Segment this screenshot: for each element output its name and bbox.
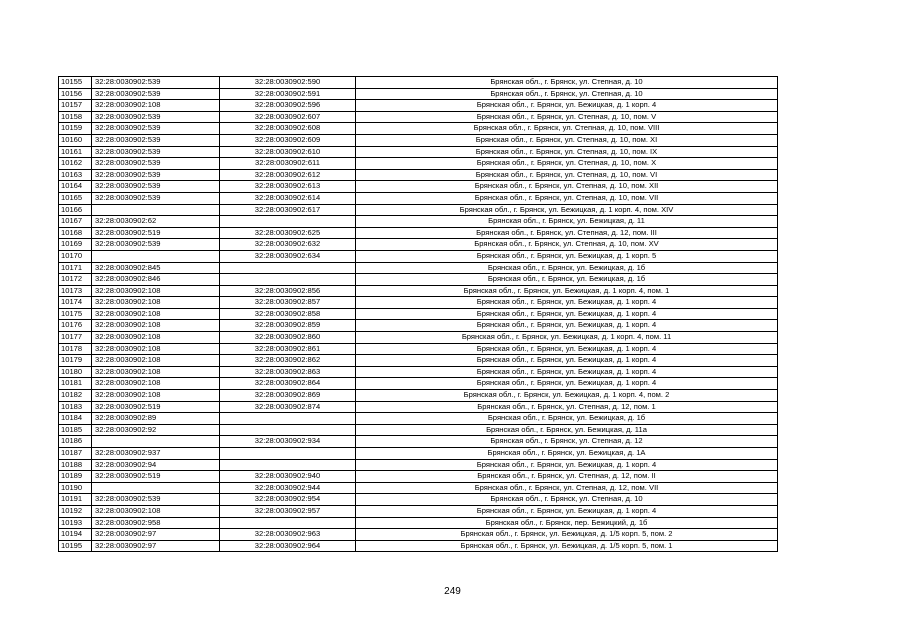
parent-cadastral-cell: 32:28:0030902:108 [92,332,220,344]
row-number-cell: 10186 [59,436,92,448]
table-row [59,169,778,181]
table-row [59,517,778,529]
table-row [59,459,778,471]
cadastral-number-cell: 32:28:0030902:617 [220,204,356,216]
table-row [59,250,778,262]
parent-cadastral-cell: 32:28:0030902:108 [92,308,220,320]
parent-cadastral-cell: 32:28:0030902:539 [92,146,220,158]
row-number-cell: 10183 [59,401,92,413]
table-row [59,181,778,193]
table-row [59,355,778,367]
parent-cadastral-cell: 32:28:0030902:539 [92,181,220,193]
cadastral-number-cell: 32:28:0030902:954 [220,494,356,506]
parent-cadastral-cell: 32:28:0030902:108 [92,390,220,402]
table-row [59,448,778,460]
cadastral-number-cell: 32:28:0030902:859 [220,320,356,332]
address-cell: Брянская обл., г. Брянск, ул. Степная, д. 12 [356,436,778,448]
cadastral-table [58,76,778,552]
row-number-cell: 10181 [59,378,92,390]
cadastral-number-cell: 32:28:0030902:857 [220,297,356,309]
cadastral-number-cell [220,459,356,471]
table-row [59,297,778,309]
row-number-cell: 10195 [59,540,92,552]
cadastral-number-cell: 32:28:0030902:607 [220,111,356,123]
parent-cadastral-cell [92,436,220,448]
page-number: 249 [444,586,461,597]
table-row [59,111,778,123]
address-cell: Брянская обл., г. Брянск, ул. Бежицкая, д. 11а [356,424,778,436]
parent-cadastral-cell: 32:28:0030902:539 [92,88,220,100]
cadastral-number-cell: 32:28:0030902:944 [220,482,356,494]
row-number-cell: 10168 [59,227,92,239]
row-number-cell: 10191 [59,494,92,506]
parent-cadastral-cell: 32:28:0030902:108 [92,355,220,367]
parent-cadastral-cell: 32:28:0030902:89 [92,413,220,425]
cadastral-number-cell: 32:28:0030902:610 [220,146,356,158]
row-number-cell: 10180 [59,366,92,378]
cadastral-number-cell: 32:28:0030902:963 [220,529,356,541]
address-cell: Брянская обл., г. Брянск, ул. Бежицкая, д. 1 корп. 4 [356,378,778,390]
address-cell: Брянская обл., г. Брянск, ул. Бежицкая, д. 1 корп. 4, пом. 2 [356,390,778,402]
address-cell: Брянская обл., г. Брянск, ул. Степная, д. 10, пом. X [356,158,778,170]
row-number-cell: 10177 [59,332,92,344]
address-cell: Брянская обл., г. Брянск, пер. Бежицкий, д. 1б [356,517,778,529]
address-cell: Брянская обл., г. Брянск, ул. Бежицкая, д. 1 корп. 4 [356,100,778,112]
table-row [59,529,778,541]
row-number-cell: 10165 [59,192,92,204]
address-cell: Брянская обл., г. Брянск, ул. Бежицкая, д. 1 корп. 4 [356,459,778,471]
cadastral-number-cell: 32:28:0030902:612 [220,169,356,181]
table-row [59,239,778,251]
address-cell: Брянская обл., г. Брянск, ул. Бежицкая, д. 1 корп. 4 [356,343,778,355]
parent-cadastral-cell: 32:28:0030902:108 [92,320,220,332]
cadastral-number-cell: 32:28:0030902:625 [220,227,356,239]
table-row [59,378,778,390]
table-row [59,390,778,402]
row-number-cell: 10189 [59,471,92,483]
parent-cadastral-cell: 32:28:0030902:108 [92,285,220,297]
table-row [59,88,778,100]
row-number-cell: 10166 [59,204,92,216]
row-number-cell: 10160 [59,134,92,146]
address-cell: Брянская обл., г. Брянск, ул. Степная, д. 10, пом. XII [356,181,778,193]
address-cell: Брянская обл., г. Брянск, ул. Степная, д. 12, пом. II [356,471,778,483]
parent-cadastral-cell: 32:28:0030902:108 [92,505,220,517]
cadastral-number-cell: 32:28:0030902:874 [220,401,356,413]
table-row [59,158,778,170]
cadastral-number-cell: 32:28:0030902:869 [220,390,356,402]
cadastral-number-cell [220,216,356,228]
address-cell: Брянская обл., г. Брянск, ул. Степная, д. 10, пом. XV [356,239,778,251]
row-number-cell: 10170 [59,250,92,262]
address-cell: Брянская обл., г. Брянск, ул. Бежицкая, д. 1 корп. 4, пом. 11 [356,332,778,344]
table-row [59,123,778,135]
table-row [59,320,778,332]
cadastral-number-cell: 32:28:0030902:614 [220,192,356,204]
row-number-cell: 10164 [59,181,92,193]
row-number-cell: 10175 [59,308,92,320]
parent-cadastral-cell: 32:28:0030902:937 [92,448,220,460]
parent-cadastral-cell: 32:28:0030902:539 [92,239,220,251]
row-number-cell: 10158 [59,111,92,123]
cadastral-number-cell: 32:28:0030902:591 [220,88,356,100]
table-body [59,77,778,552]
cadastral-number-cell: 32:28:0030902:596 [220,100,356,112]
cadastral-number-cell: 32:28:0030902:632 [220,239,356,251]
parent-cadastral-cell: 32:28:0030902:92 [92,424,220,436]
row-number-cell: 10190 [59,482,92,494]
parent-cadastral-cell: 32:28:0030902:539 [92,77,220,89]
address-cell: Брянская обл., г. Брянск, ул. Степная, д. 10, пом. V [356,111,778,123]
cadastral-number-cell: 32:28:0030902:862 [220,355,356,367]
row-number-cell: 10193 [59,517,92,529]
cadastral-number-cell: 32:28:0030902:856 [220,285,356,297]
address-cell: Брянская обл., г. Брянск, ул. Степная, д. 10, пом. XI [356,134,778,146]
parent-cadastral-cell: 32:28:0030902:519 [92,227,220,239]
table-row [59,100,778,112]
row-number-cell: 10161 [59,146,92,158]
cadastral-number-cell: 32:28:0030902:634 [220,250,356,262]
parent-cadastral-cell: 32:28:0030902:97 [92,540,220,552]
table-row [59,308,778,320]
address-cell: Брянская обл., г. Брянск, ул. Бежицкая, д. 1б [356,274,778,286]
cadastral-number-cell [220,517,356,529]
row-number-cell: 10179 [59,355,92,367]
parent-cadastral-cell [92,250,220,262]
address-cell: Брянская обл., г. Брянск, ул. Степная, д. 10, пом. VIII [356,123,778,135]
table-row [59,366,778,378]
table-row [59,505,778,517]
address-cell: Брянская обл., г. Брянск, ул. Бежицкая, д. 1 корп. 4 [356,320,778,332]
parent-cadastral-cell: 32:28:0030902:539 [92,134,220,146]
row-number-cell: 10178 [59,343,92,355]
table-row [59,134,778,146]
address-cell: Брянская обл., г. Брянск, ул. Бежицкая, д. 1 корп. 4 [356,366,778,378]
row-number-cell: 10163 [59,169,92,181]
parent-cadastral-cell: 32:28:0030902:539 [92,494,220,506]
address-cell: Брянская обл., г. Брянск, ул. Бежицкая, д. 1 корп. 4 [356,308,778,320]
cadastral-number-cell: 32:28:0030902:940 [220,471,356,483]
address-cell: Брянская обл., г. Брянск, ул. Бежицкая, д. 1 корп. 4, пом. XIV [356,204,778,216]
parent-cadastral-cell: 32:28:0030902:846 [92,274,220,286]
parent-cadastral-cell: 32:28:0030902:108 [92,366,220,378]
address-cell: Брянская обл., г. Брянск, ул. Бежицкая, д. 11 [356,216,778,228]
cadastral-number-cell [220,413,356,425]
address-cell: Брянская обл., г. Брянск, ул. Степная, д. 12, пом. 1 [356,401,778,413]
cadastral-number-cell [220,274,356,286]
address-cell: Брянская обл., г. Брянск, ул. Бежицкая, д. 1б [356,413,778,425]
parent-cadastral-cell: 32:28:0030902:539 [92,111,220,123]
address-cell: Брянская обл., г. Брянск, ул. Степная, д. 10 [356,88,778,100]
parent-cadastral-cell: 32:28:0030902:519 [92,471,220,483]
row-number-cell: 10155 [59,77,92,89]
table-row [59,471,778,483]
row-number-cell: 10182 [59,390,92,402]
parent-cadastral-cell: 32:28:0030902:539 [92,192,220,204]
address-cell: Брянская обл., г. Брянск, ул. Бежицкая, д. 1/5 корп. 5, пом. 1 [356,540,778,552]
table-row [59,77,778,89]
parent-cadastral-cell: 32:28:0030902:62 [92,216,220,228]
address-cell: Брянская обл., г. Брянск, ул. Степная, д. 10, пом. VII [356,192,778,204]
cadastral-number-cell: 32:28:0030902:613 [220,181,356,193]
cadastral-number-cell: 32:28:0030902:861 [220,343,356,355]
address-cell: Брянская обл., г. Брянск, ул. Степная, д. 10 [356,494,778,506]
row-number-cell: 10192 [59,505,92,517]
row-number-cell: 10173 [59,285,92,297]
table-row [59,424,778,436]
row-number-cell: 10176 [59,320,92,332]
parent-cadastral-cell: 32:28:0030902:539 [92,123,220,135]
cadastral-number-cell: 32:28:0030902:608 [220,123,356,135]
table-row [59,494,778,506]
row-number-cell: 10188 [59,459,92,471]
cadastral-number-cell: 32:28:0030902:609 [220,134,356,146]
row-number-cell: 10184 [59,413,92,425]
cadastral-number-cell: 32:28:0030902:590 [220,77,356,89]
address-cell: Брянская обл., г. Брянск, ул. Бежицкая, д. 1 корп. 4 [356,355,778,367]
cadastral-number-cell: 32:28:0030902:934 [220,436,356,448]
row-number-cell: 10194 [59,529,92,541]
parent-cadastral-cell [92,204,220,216]
cadastral-number-cell: 32:28:0030902:611 [220,158,356,170]
row-number-cell: 10185 [59,424,92,436]
parent-cadastral-cell: 32:28:0030902:94 [92,459,220,471]
address-cell: Брянская обл., г. Брянск, ул. Бежицкая, д. 1 корп. 4, пом. 1 [356,285,778,297]
table-row [59,401,778,413]
cadastral-number-cell: 32:28:0030902:864 [220,378,356,390]
row-number-cell: 10156 [59,88,92,100]
parent-cadastral-cell: 32:28:0030902:108 [92,100,220,112]
address-cell: Брянская обл., г. Брянск, ул. Бежицкая, д. 1 корп. 4 [356,505,778,517]
address-cell: Брянская обл., г. Брянск, ул. Бежицкая, д. 1А [356,448,778,460]
row-number-cell: 10162 [59,158,92,170]
row-number-cell: 10174 [59,297,92,309]
row-number-cell: 10157 [59,100,92,112]
parent-cadastral-cell: 32:28:0030902:108 [92,343,220,355]
parent-cadastral-cell: 32:28:0030902:519 [92,401,220,413]
row-number-cell: 10172 [59,274,92,286]
address-cell: Брянская обл., г. Брянск, ул. Степная, д. 10 [356,77,778,89]
parent-cadastral-cell [92,482,220,494]
parent-cadastral-cell: 32:28:0030902:958 [92,517,220,529]
cadastral-number-cell [220,424,356,436]
row-number-cell: 10159 [59,123,92,135]
parent-cadastral-cell: 32:28:0030902:539 [92,158,220,170]
row-number-cell: 10187 [59,448,92,460]
row-number-cell: 10167 [59,216,92,228]
row-number-cell: 10171 [59,262,92,274]
table-row [59,413,778,425]
address-cell: Брянская обл., г. Брянск, ул. Степная, д. 12, пом. VII [356,482,778,494]
table-row [59,332,778,344]
parent-cadastral-cell: 32:28:0030902:108 [92,378,220,390]
address-cell: Брянская обл., г. Брянск, ул. Бежицкая, д. 1 корп. 5 [356,250,778,262]
row-number-cell: 10169 [59,239,92,251]
address-cell: Брянская обл., г. Брянск, ул. Бежицкая, д. 1б [356,262,778,274]
table-row [59,146,778,158]
table-row [59,192,778,204]
cadastral-number-cell: 32:28:0030902:858 [220,308,356,320]
table-row [59,227,778,239]
table-row [59,482,778,494]
table-row [59,204,778,216]
address-cell: Брянская обл., г. Брянск, ул. Степная, д. 10, пом. VI [356,169,778,181]
cadastral-number-cell [220,448,356,460]
cadastral-number-cell [220,262,356,274]
table-row [59,262,778,274]
cadastral-number-cell: 32:28:0030902:863 [220,366,356,378]
cadastral-number-cell: 32:28:0030902:860 [220,332,356,344]
cadastral-number-cell: 32:28:0030902:957 [220,505,356,517]
table-row [59,285,778,297]
address-cell: Брянская обл., г. Брянск, ул. Степная, д. 12, пом. III [356,227,778,239]
address-cell: Брянская обл., г. Брянск, ул. Бежицкая, д. 1 корп. 4 [356,297,778,309]
cadastral-number-cell: 32:28:0030902:964 [220,540,356,552]
table-row [59,274,778,286]
parent-cadastral-cell: 32:28:0030902:845 [92,262,220,274]
parent-cadastral-cell: 32:28:0030902:97 [92,529,220,541]
address-cell: Брянская обл., г. Брянск, ул. Бежицкая, д. 1/5 корп. 5, пом. 2 [356,529,778,541]
parent-cadastral-cell: 32:28:0030902:539 [92,169,220,181]
table-row [59,216,778,228]
table-row [59,540,778,552]
parent-cadastral-cell: 32:28:0030902:108 [92,297,220,309]
table-row [59,436,778,448]
table-row [59,343,778,355]
address-cell: Брянская обл., г. Брянск, ул. Степная, д. 10, пом. IX [356,146,778,158]
